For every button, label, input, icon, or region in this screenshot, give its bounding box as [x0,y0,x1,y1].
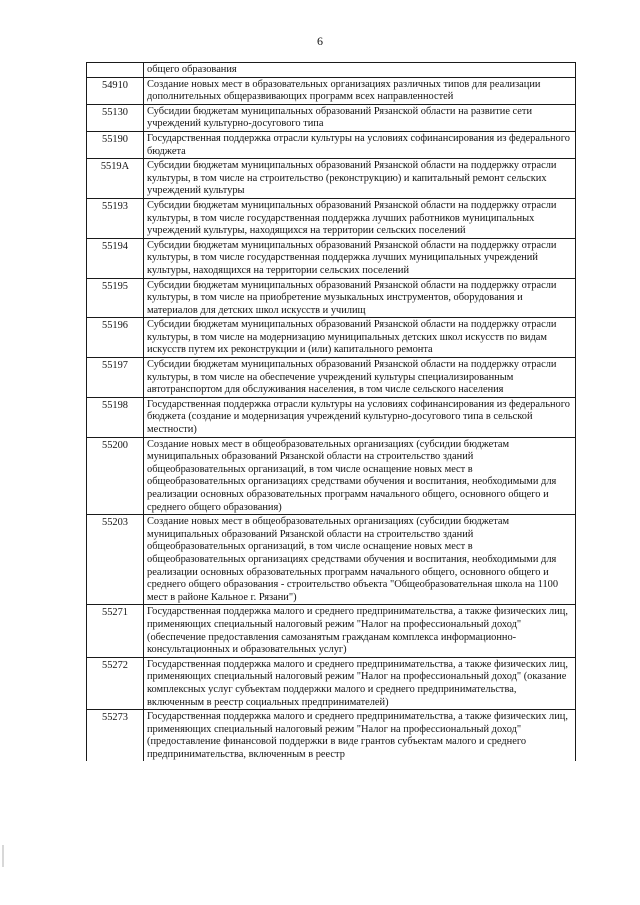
table-row [87,238,576,278]
description-cell: Субсидии бюджетам муниципальных образований Рязанской области на поддержку отрасли культуры, в том числе на строительство (реконструкцию) и капитальный ремонт сельских учреждений культуры [144,159,576,199]
code-cell: 55190 [87,131,144,158]
description-cell: Государственная поддержка малого и среднего предпринимательства, а также физических лиц, применяющих специальный налоговый режим "Налог на профессиональный доход" (обеспечение предоставления самозанятым гражданам комплекса информационно-консультационных и образовательных услуг) [144,605,576,657]
description-cell: Государственная поддержка отрасли культуры на условиях софинансирования из федерального бюджета [144,131,576,158]
description-cell: Субсидии бюджетам муниципальных образований Рязанской области на поддержку отрасли культуры, в том числе государственная поддержка лучших муниципальных учреждений культуры, находящихся на территории сельских поселений [144,238,576,278]
table-row [87,710,576,762]
description-cell: Субсидии бюджетам муниципальных образований Рязанской области на поддержку отрасли культуры, в том числе на обеспечение учреждений культуры специализированным автотранспортом для обслуживания населения, в том числе сельского населения [144,358,576,398]
code-cell: 5519A [87,159,144,199]
table-row [87,198,576,238]
code-cell: 55194 [87,238,144,278]
code-cell [87,63,144,78]
scan-margin-mark [2,845,4,867]
code-cell: 55195 [87,278,144,318]
description-cell: Государственная поддержка малого и среднего предпринимательства, а также физических лиц, применяющих специальный налоговый режим "Налог на профессиональный доход" (предоставление финансовой поддержки в виде грантов субъектам малого и среднего предпринимательства, включенным в реестр [144,710,576,762]
code-cell: 55203 [87,515,144,605]
table-row [87,397,576,437]
table-row [87,131,576,158]
table-row [87,605,576,657]
description-cell: Субсидии бюджетам муниципальных образований Рязанской области на поддержку отрасли культуры, в том числе на модернизацию муниципальных детских школ искусств по видам искусств путем их реконструкции и (или) капитального ремонта [144,318,576,358]
table-row [87,437,576,515]
table-row [87,77,576,104]
code-cell: 54910 [87,77,144,104]
code-cell: 55197 [87,358,144,398]
table-row [87,278,576,318]
code-cell: 55130 [87,104,144,131]
code-cell: 55273 [87,710,144,762]
description-cell: Создание новых мест в общеобразовательных организациях (субсидии бюджетам муниципальных образований Рязанской области на строительство зданий общеобразовательных организаций, в том числе оснащение новых мест в общеобразовательных организациях средствами обучения и воспитания, необходимыми для реализации основных образовательных программ начального общего, основного общего и среднего общего образования - строительство объекта "Общеобразовательная школа на 1100 мест в районе Кальное г. Рязани") [144,515,576,605]
code-cell: 55193 [87,198,144,238]
description-cell: Субсидии бюджетам муниципальных образований Рязанской области на поддержку отрасли культуры, в том числе на приобретение музыкальных инструментов, оборудования и материалов для детских школ искусств и училищ [144,278,576,318]
description-cell: Создание новых мест в образовательных организациях различных типов для реализации дополнительных общеразвивающих программ всех направленностей [144,77,576,104]
code-cell: 55196 [87,318,144,358]
code-cell: 55272 [87,657,144,709]
code-cell: 55200 [87,437,144,515]
table-row [87,63,576,78]
codes-table-body [87,63,576,762]
description-cell: Государственная поддержка отрасли культуры на условиях софинансирования из федерального бюджета (создание и модернизация учреждений культурно-досугового типа в сельской местности) [144,397,576,437]
table-row [87,318,576,358]
description-cell: Субсидии бюджетам муниципальных образований Рязанской области на развитие сети учреждений культурно-досугового типа [144,104,576,131]
description-cell: Создание новых мест в общеобразовательных организациях (субсидии бюджетам муниципальных образований Рязанской области на строительство зданий общеобразовательных организаций, в том числе оснащение новых мест в общеобразовательных организациях средствами обучения и воспитания, необходимыми для реализации основных образовательных программ начального общего, основного общего и среднего общего образования) [144,437,576,515]
table-row [87,657,576,709]
code-cell: 55271 [87,605,144,657]
description-cell: Государственная поддержка малого и среднего предпринимательства, а также физических лиц, применяющих специальный налоговый режим "Налог на профессиональный доход" (оказание комплексных услуг субъектам поддержки малого и среднего предпринимательства, включенным в реестр социальных предпринимателей) [144,657,576,709]
table-row [87,358,576,398]
description-cell: общего образования [144,63,576,78]
table-row [87,515,576,605]
table-row [87,104,576,131]
code-cell: 55198 [87,397,144,437]
description-cell: Субсидии бюджетам муниципальных образований Рязанской области на поддержку отрасли культуры, в том числе государственная поддержка лучших работников муниципальных учреждений культуры, находящихся на территории сельских поселений [144,198,576,238]
table-row [87,159,576,199]
page-number: 6 [317,34,323,48]
codes-table [86,62,576,761]
